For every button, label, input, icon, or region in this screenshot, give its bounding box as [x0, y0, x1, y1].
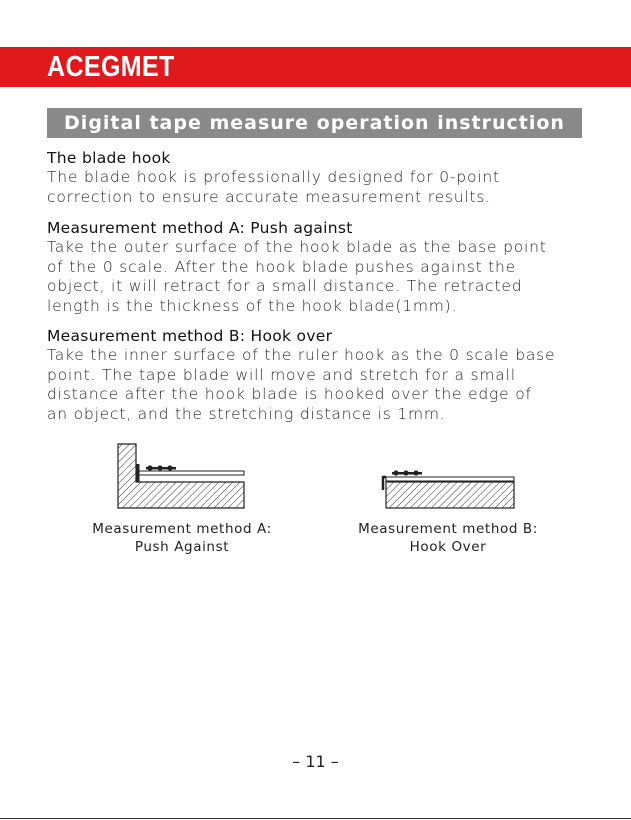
method-a-heading: Measurement method A: Push against	[47, 219, 353, 237]
figure-b-caption-line: Measurement method B:	[358, 521, 538, 537]
method-b-section	[47, 326, 597, 424]
method-b-heading: Measurement method B: Hook over	[47, 327, 333, 345]
method-b-line: point. The tape blade will move and stretch for a small	[47, 365, 516, 384]
footer-divider	[0, 818, 631, 819]
method-a-section	[47, 218, 597, 316]
blade-hook-line: The blade hook is professionally designed for 0-point	[47, 168, 500, 186]
figure-a-caption-line: Push Against	[134, 539, 230, 555]
push-against-diagram	[112, 440, 252, 512]
page-number: – 11 –	[292, 752, 339, 771]
hook-tab-shape	[137, 464, 140, 482]
method-a-line: of the 0 scale. After the hook blade pushes against the	[47, 257, 517, 276]
hook-over-diagram	[378, 462, 520, 512]
method-b-line: distance after the hook blade is hooked over the edge of	[47, 385, 532, 404]
method-a-line: length is the thickness of the hook blade(1mm).	[47, 296, 458, 315]
figure-b-caption-line: Hook Over	[409, 539, 487, 555]
method-b-line: Take the inner surface of the ruler hook as the 0 scale base	[47, 346, 556, 364]
hook-plate-shape	[146, 467, 176, 470]
figure-a-caption-line: Measurement method A:	[92, 521, 272, 537]
section-title: Digital tape measure operation instruction	[64, 112, 565, 134]
figure-b-caption	[328, 520, 568, 556]
method-b-line: an object, and the stretching distance is 1mm.	[47, 404, 446, 423]
object-block-shape	[386, 482, 514, 508]
brand-logo-text: ACEGMET	[47, 51, 175, 83]
tape-blade-shape	[386, 477, 514, 481]
tape-blade-shape	[136, 471, 244, 475]
rivet-icon	[403, 470, 408, 475]
figure-a-caption	[62, 520, 302, 556]
method-a-line: object, it will retract for a small distance. The retracted	[47, 277, 523, 296]
blade-hook-line: correction to ensure accurate measurement results.	[47, 187, 492, 206]
blade-hook-heading: The blade hook	[47, 149, 171, 167]
rivet-icon	[393, 470, 398, 475]
rivet-icon	[413, 470, 418, 475]
blade-hook-section	[47, 148, 597, 207]
section-title-band	[47, 108, 582, 138]
brand-header-bar	[0, 47, 631, 87]
method-a-line: Take the outer surface of the hook blade as the base point	[47, 238, 547, 256]
